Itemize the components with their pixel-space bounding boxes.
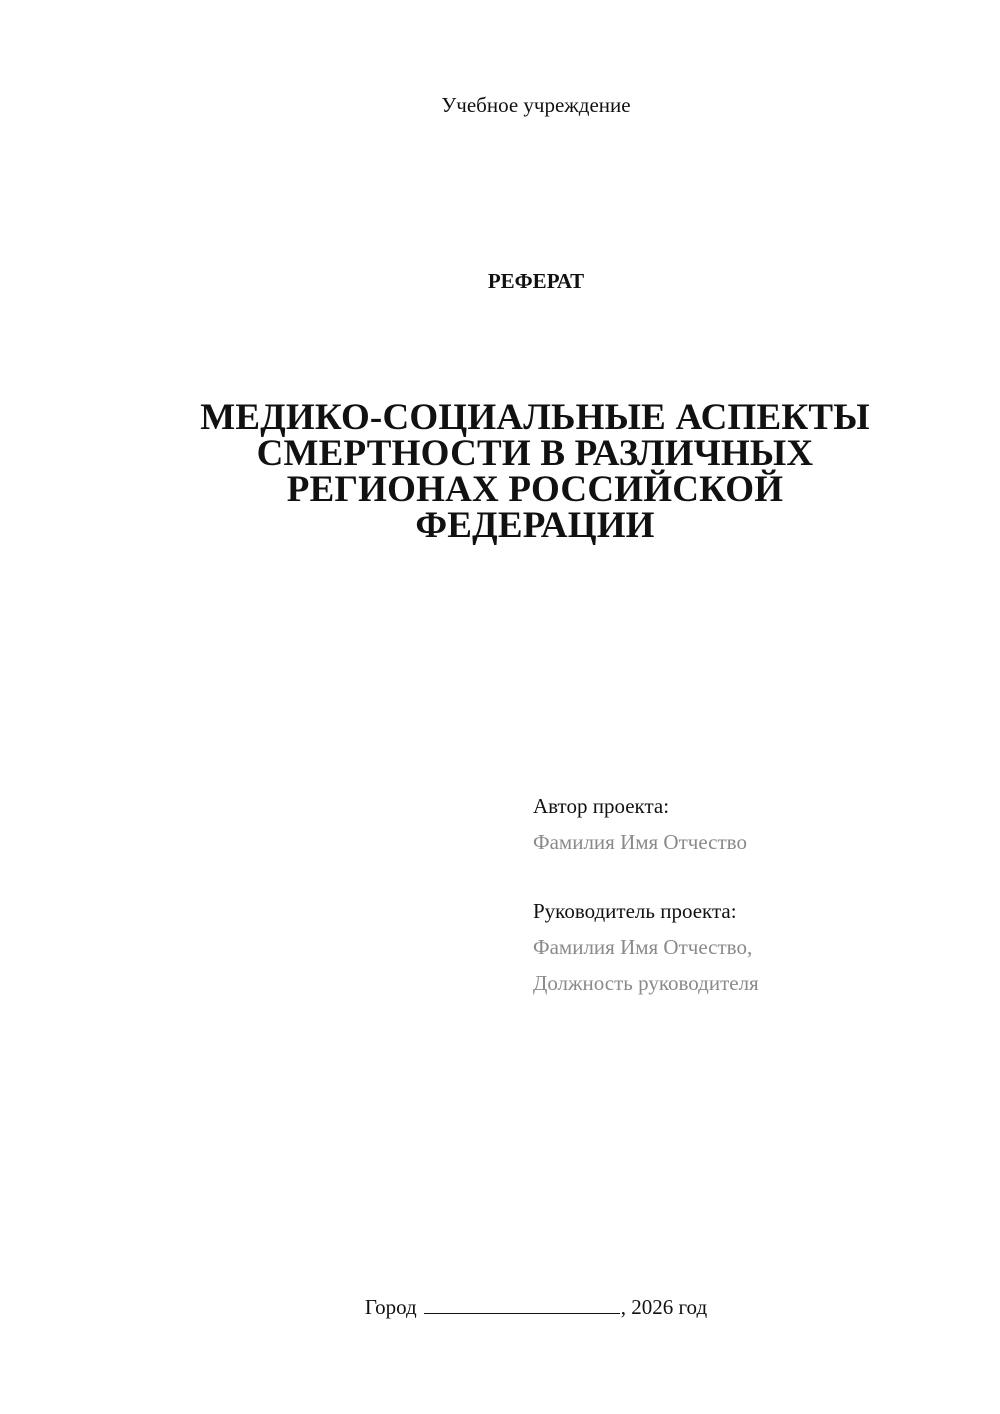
title-line-4: ФЕДЕРАЦИИ — [415, 505, 655, 546]
supervisor-label: Руководитель проекта: — [533, 899, 737, 923]
institution-name: Учебное учреждение — [441, 93, 631, 117]
year-text: , 2026 год — [620, 1295, 708, 1319]
supervisor-block — [533, 893, 973, 1001]
credits-block — [533, 788, 973, 1034]
city-label: Город — [364, 1295, 417, 1319]
author-label: Автор проекта: — [533, 794, 670, 818]
document-title — [160, 397, 910, 546]
author-block — [533, 788, 973, 860]
supervisor-name: Фамилия Имя Отчество, — [533, 935, 753, 959]
city-year-line — [0, 1291, 1000, 1321]
title-line-2: СМЕРТНОСТИ В РАЗЛИЧНЫХ — [256, 433, 814, 474]
title-line-1: МЕДИКО-СОЦИАЛЬНЫЕ АСПЕКТЫ — [200, 397, 870, 438]
author-name: Фамилия Имя Отчество — [533, 830, 747, 854]
document-type: РЕФЕРАТ — [487, 269, 585, 293]
supervisor-position: Должность руководителя — [533, 971, 759, 995]
city-blank-line — [424, 1291, 620, 1314]
title-line-3: РЕГИОНАХ РОССИЙСКОЙ — [286, 469, 784, 510]
